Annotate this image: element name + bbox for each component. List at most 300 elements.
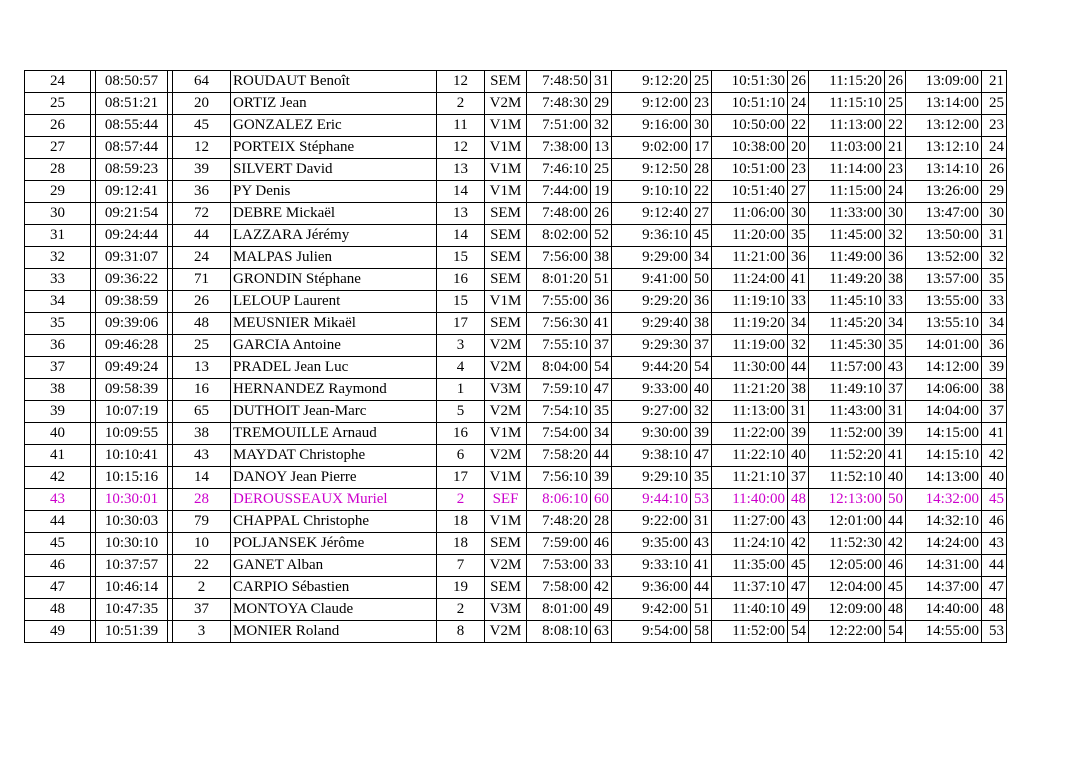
split-1-rank-cell: 46 (591, 533, 612, 555)
split-1-time-cell: 8:01:00 (527, 599, 591, 621)
name-cell: DEBRE Mickaël (231, 203, 437, 225)
split-2-rank-cell: 43 (691, 533, 712, 555)
rank-cell: 27 (25, 137, 91, 159)
bib-cell: 64 (173, 71, 231, 93)
split-2-time-cell: 9:10:10 (612, 181, 691, 203)
split-2-time-cell: 9:27:00 (612, 401, 691, 423)
split-1-rank-cell: 33 (591, 555, 612, 577)
split-3-rank-cell: 39 (788, 423, 809, 445)
split-4-rank-cell: 33 (885, 291, 906, 313)
category-rank-cell: 13 (437, 203, 485, 225)
split-1-rank-cell: 44 (591, 445, 612, 467)
name-cell: POLJANSEK Jérôme (231, 533, 437, 555)
table-row (25, 159, 1007, 181)
category-cell: SEM (485, 313, 527, 335)
split-4-time-cell: 11:49:00 (809, 247, 885, 269)
table-row (25, 423, 1007, 445)
category-cell: V3M (485, 599, 527, 621)
split-2-time-cell: 9:12:40 (612, 203, 691, 225)
split-2-rank-cell: 38 (691, 313, 712, 335)
split-1-rank-cell: 38 (591, 247, 612, 269)
split-4-time-cell: 12:13:00 (809, 489, 885, 511)
category-cell: V2M (485, 445, 527, 467)
split-2-rank-cell: 30 (691, 115, 712, 137)
name-cell: SILVERT David (231, 159, 437, 181)
split-4-rank-cell: 54 (885, 621, 906, 643)
split-4-time-cell: 11:45:20 (809, 313, 885, 335)
category-cell: SEM (485, 533, 527, 555)
table-row (25, 467, 1007, 489)
finish-time-cell: 10:07:19 (96, 401, 168, 423)
category-rank-cell: 1 (437, 379, 485, 401)
split-5-rank-cell: 29 (982, 181, 1007, 203)
split-2-rank-cell: 27 (691, 203, 712, 225)
split-2-time-cell: 9:12:00 (612, 93, 691, 115)
split-4-rank-cell: 23 (885, 159, 906, 181)
table-row (25, 115, 1007, 137)
rank-cell: 47 (25, 577, 91, 599)
finish-time-cell: 09:58:39 (96, 379, 168, 401)
split-2-rank-cell: 25 (691, 71, 712, 93)
category-cell: SEM (485, 247, 527, 269)
category-rank-cell: 12 (437, 137, 485, 159)
bib-cell: 39 (173, 159, 231, 181)
split-3-time-cell: 11:21:10 (712, 467, 788, 489)
split-2-time-cell: 9:12:20 (612, 71, 691, 93)
split-4-time-cell: 11:52:30 (809, 533, 885, 555)
split-2-time-cell: 9:22:00 (612, 511, 691, 533)
split-5-time-cell: 14:15:00 (906, 423, 982, 445)
split-3-time-cell: 11:21:00 (712, 247, 788, 269)
split-1-time-cell: 7:44:00 (527, 181, 591, 203)
split-5-rank-cell: 31 (982, 225, 1007, 247)
finish-time-cell: 10:30:03 (96, 511, 168, 533)
bib-cell: 14 (173, 467, 231, 489)
split-1-time-cell: 7:56:30 (527, 313, 591, 335)
split-4-time-cell: 11:45:10 (809, 291, 885, 313)
split-5-time-cell: 14:01:00 (906, 335, 982, 357)
split-2-rank-cell: 22 (691, 181, 712, 203)
split-2-time-cell: 9:12:50 (612, 159, 691, 181)
category-rank-cell: 4 (437, 357, 485, 379)
finish-time-cell: 09:38:59 (96, 291, 168, 313)
split-1-time-cell: 7:48:30 (527, 93, 591, 115)
split-1-rank-cell: 47 (591, 379, 612, 401)
finish-time-cell: 08:50:57 (96, 71, 168, 93)
name-cell: PY Denis (231, 181, 437, 203)
split-3-time-cell: 10:51:10 (712, 93, 788, 115)
split-2-time-cell: 9:29:40 (612, 313, 691, 335)
split-5-rank-cell: 48 (982, 599, 1007, 621)
table-row (25, 335, 1007, 357)
split-2-time-cell: 9:41:00 (612, 269, 691, 291)
category-rank-cell: 16 (437, 269, 485, 291)
name-cell: GANET Alban (231, 555, 437, 577)
category-rank-cell: 15 (437, 247, 485, 269)
category-rank-cell: 2 (437, 93, 485, 115)
split-1-rank-cell: 41 (591, 313, 612, 335)
split-2-time-cell: 9:42:00 (612, 599, 691, 621)
split-4-rank-cell: 37 (885, 379, 906, 401)
rank-cell: 30 (25, 203, 91, 225)
split-1-rank-cell: 25 (591, 159, 612, 181)
table-row (25, 555, 1007, 577)
rank-cell: 26 (25, 115, 91, 137)
split-4-rank-cell: 39 (885, 423, 906, 445)
split-5-rank-cell: 36 (982, 335, 1007, 357)
table-row (25, 357, 1007, 379)
split-1-time-cell: 8:08:10 (527, 621, 591, 643)
split-2-time-cell: 9:44:10 (612, 489, 691, 511)
split-3-time-cell: 10:50:00 (712, 115, 788, 137)
split-3-time-cell: 11:35:00 (712, 555, 788, 577)
split-5-time-cell: 14:13:00 (906, 467, 982, 489)
split-3-rank-cell: 31 (788, 401, 809, 423)
split-2-time-cell: 9:29:10 (612, 467, 691, 489)
name-cell: DEROUSSEAUX Muriel (231, 489, 437, 511)
split-2-time-cell: 9:36:00 (612, 577, 691, 599)
split-2-time-cell: 9:54:00 (612, 621, 691, 643)
name-cell: GONZALEZ Eric (231, 115, 437, 137)
split-1-time-cell: 7:56:10 (527, 467, 591, 489)
split-5-time-cell: 14:37:00 (906, 577, 982, 599)
split-1-time-cell: 7:55:10 (527, 335, 591, 357)
name-cell: CHAPPAL Christophe (231, 511, 437, 533)
split-5-time-cell: 14:32:10 (906, 511, 982, 533)
rank-cell: 28 (25, 159, 91, 181)
name-cell: MEUSNIER Mikaël (231, 313, 437, 335)
category-rank-cell: 18 (437, 511, 485, 533)
category-cell: V1M (485, 137, 527, 159)
split-5-time-cell: 13:52:00 (906, 247, 982, 269)
split-5-time-cell: 14:24:00 (906, 533, 982, 555)
split-3-time-cell: 11:40:10 (712, 599, 788, 621)
category-cell: V3M (485, 379, 527, 401)
category-rank-cell: 5 (437, 401, 485, 423)
finish-time-cell: 09:12:41 (96, 181, 168, 203)
split-4-rank-cell: 38 (885, 269, 906, 291)
name-cell: MALPAS Julien (231, 247, 437, 269)
split-5-time-cell: 14:12:00 (906, 357, 982, 379)
split-4-rank-cell: 34 (885, 313, 906, 335)
bib-cell: 28 (173, 489, 231, 511)
rank-cell: 40 (25, 423, 91, 445)
name-cell: PORTEIX Stéphane (231, 137, 437, 159)
split-4-rank-cell: 48 (885, 599, 906, 621)
name-cell: LAZZARA Jérémy (231, 225, 437, 247)
split-2-rank-cell: 32 (691, 401, 712, 423)
split-5-rank-cell: 45 (982, 489, 1007, 511)
split-1-rank-cell: 35 (591, 401, 612, 423)
split-1-time-cell: 7:56:00 (527, 247, 591, 269)
split-5-time-cell: 14:06:00 (906, 379, 982, 401)
split-1-time-cell: 7:54:00 (527, 423, 591, 445)
split-2-rank-cell: 34 (691, 247, 712, 269)
rank-cell: 29 (25, 181, 91, 203)
split-1-time-cell: 7:51:00 (527, 115, 591, 137)
split-5-rank-cell: 41 (982, 423, 1007, 445)
split-2-time-cell: 9:16:00 (612, 115, 691, 137)
split-4-time-cell: 11:52:00 (809, 423, 885, 445)
name-cell: ORTIZ Jean (231, 93, 437, 115)
split-1-rank-cell: 37 (591, 335, 612, 357)
split-3-rank-cell: 45 (788, 555, 809, 577)
rank-cell: 36 (25, 335, 91, 357)
bib-cell: 48 (173, 313, 231, 335)
split-2-time-cell: 9:30:00 (612, 423, 691, 445)
finish-time-cell: 10:46:14 (96, 577, 168, 599)
split-4-rank-cell: 50 (885, 489, 906, 511)
split-1-time-cell: 7:58:00 (527, 577, 591, 599)
split-2-rank-cell: 47 (691, 445, 712, 467)
category-cell: V1M (485, 159, 527, 181)
split-2-time-cell: 9:29:20 (612, 291, 691, 313)
finish-time-cell: 09:46:28 (96, 335, 168, 357)
split-4-rank-cell: 46 (885, 555, 906, 577)
category-cell: V1M (485, 423, 527, 445)
bib-cell: 72 (173, 203, 231, 225)
bib-cell: 3 (173, 621, 231, 643)
split-4-rank-cell: 44 (885, 511, 906, 533)
category-rank-cell: 2 (437, 489, 485, 511)
rank-cell: 49 (25, 621, 91, 643)
table-row (25, 313, 1007, 335)
split-1-time-cell: 7:46:10 (527, 159, 591, 181)
rank-cell: 44 (25, 511, 91, 533)
name-cell: GRONDIN Stéphane (231, 269, 437, 291)
split-3-rank-cell: 20 (788, 137, 809, 159)
split-5-time-cell: 14:15:10 (906, 445, 982, 467)
split-2-rank-cell: 36 (691, 291, 712, 313)
split-5-rank-cell: 34 (982, 313, 1007, 335)
split-5-rank-cell: 42 (982, 445, 1007, 467)
split-4-rank-cell: 30 (885, 203, 906, 225)
split-3-rank-cell: 26 (788, 71, 809, 93)
split-3-rank-cell: 42 (788, 533, 809, 555)
results-body (25, 71, 1007, 643)
split-4-rank-cell: 24 (885, 181, 906, 203)
split-5-time-cell: 13:50:00 (906, 225, 982, 247)
finish-time-cell: 10:09:55 (96, 423, 168, 445)
split-2-rank-cell: 51 (691, 599, 712, 621)
table-row (25, 401, 1007, 423)
split-1-rank-cell: 29 (591, 93, 612, 115)
split-4-time-cell: 11:57:00 (809, 357, 885, 379)
finish-time-cell: 10:30:01 (96, 489, 168, 511)
split-4-time-cell: 11:13:00 (809, 115, 885, 137)
split-2-rank-cell: 39 (691, 423, 712, 445)
split-5-rank-cell: 47 (982, 577, 1007, 599)
split-1-rank-cell: 19 (591, 181, 612, 203)
split-3-time-cell: 11:24:00 (712, 269, 788, 291)
name-cell: CARPIO Sébastien (231, 577, 437, 599)
rank-cell: 33 (25, 269, 91, 291)
bib-cell: 37 (173, 599, 231, 621)
split-4-time-cell: 11:45:30 (809, 335, 885, 357)
category-cell: V2M (485, 93, 527, 115)
split-5-rank-cell: 35 (982, 269, 1007, 291)
split-2-time-cell: 9:02:00 (612, 137, 691, 159)
split-2-rank-cell: 50 (691, 269, 712, 291)
split-4-rank-cell: 25 (885, 93, 906, 115)
split-5-time-cell: 13:12:00 (906, 115, 982, 137)
split-4-time-cell: 11:45:00 (809, 225, 885, 247)
split-5-rank-cell: 26 (982, 159, 1007, 181)
split-3-time-cell: 11:20:00 (712, 225, 788, 247)
split-3-time-cell: 10:51:00 (712, 159, 788, 181)
category-cell: SEM (485, 203, 527, 225)
split-3-rank-cell: 30 (788, 203, 809, 225)
split-1-time-cell: 7:48:00 (527, 203, 591, 225)
category-cell: V1M (485, 181, 527, 203)
table-row (25, 203, 1007, 225)
category-rank-cell: 19 (437, 577, 485, 599)
split-5-time-cell: 13:47:00 (906, 203, 982, 225)
split-3-rank-cell: 35 (788, 225, 809, 247)
split-1-rank-cell: 31 (591, 71, 612, 93)
split-4-rank-cell: 32 (885, 225, 906, 247)
split-3-time-cell: 10:51:30 (712, 71, 788, 93)
split-3-time-cell: 11:30:00 (712, 357, 788, 379)
table-row (25, 247, 1007, 269)
split-4-rank-cell: 42 (885, 533, 906, 555)
split-3-rank-cell: 54 (788, 621, 809, 643)
split-1-rank-cell: 60 (591, 489, 612, 511)
split-5-rank-cell: 46 (982, 511, 1007, 533)
finish-time-cell: 08:51:21 (96, 93, 168, 115)
category-rank-cell: 18 (437, 533, 485, 555)
split-1-time-cell: 7:55:00 (527, 291, 591, 313)
finish-time-cell: 08:59:23 (96, 159, 168, 181)
split-1-rank-cell: 42 (591, 577, 612, 599)
split-4-time-cell: 12:04:00 (809, 577, 885, 599)
split-2-rank-cell: 23 (691, 93, 712, 115)
split-5-time-cell: 13:14:00 (906, 93, 982, 115)
category-rank-cell: 7 (437, 555, 485, 577)
finish-time-cell: 09:21:54 (96, 203, 168, 225)
rank-cell: 39 (25, 401, 91, 423)
split-4-rank-cell: 22 (885, 115, 906, 137)
name-cell: PRADEL Jean Luc (231, 357, 437, 379)
results-table (24, 70, 1007, 643)
finish-time-cell: 09:39:06 (96, 313, 168, 335)
table-row (25, 445, 1007, 467)
split-5-time-cell: 14:04:00 (906, 401, 982, 423)
split-5-time-cell: 14:55:00 (906, 621, 982, 643)
split-1-rank-cell: 39 (591, 467, 612, 489)
split-1-rank-cell: 28 (591, 511, 612, 533)
split-1-rank-cell: 63 (591, 621, 612, 643)
rank-cell: 25 (25, 93, 91, 115)
bib-cell: 44 (173, 225, 231, 247)
category-cell: V1M (485, 115, 527, 137)
split-3-time-cell: 11:22:10 (712, 445, 788, 467)
split-2-rank-cell: 17 (691, 137, 712, 159)
category-rank-cell: 12 (437, 71, 485, 93)
split-4-rank-cell: 45 (885, 577, 906, 599)
split-5-time-cell: 13:57:00 (906, 269, 982, 291)
rank-cell: 32 (25, 247, 91, 269)
split-4-time-cell: 11:15:10 (809, 93, 885, 115)
table-row (25, 511, 1007, 533)
category-cell: V2M (485, 621, 527, 643)
rank-cell: 45 (25, 533, 91, 555)
split-4-time-cell: 11:14:00 (809, 159, 885, 181)
split-2-time-cell: 9:29:30 (612, 335, 691, 357)
split-3-time-cell: 11:06:00 (712, 203, 788, 225)
split-1-time-cell: 7:54:10 (527, 401, 591, 423)
split-4-time-cell: 11:49:10 (809, 379, 885, 401)
table-row (25, 621, 1007, 643)
split-3-rank-cell: 44 (788, 357, 809, 379)
category-cell: SEM (485, 577, 527, 599)
table-row (25, 71, 1007, 93)
split-1-rank-cell: 26 (591, 203, 612, 225)
finish-time-cell: 10:15:16 (96, 467, 168, 489)
split-1-time-cell: 8:02:00 (527, 225, 591, 247)
category-rank-cell: 17 (437, 313, 485, 335)
name-cell: GARCIA Antoine (231, 335, 437, 357)
split-3-rank-cell: 22 (788, 115, 809, 137)
table-row (25, 533, 1007, 555)
split-4-time-cell: 12:05:00 (809, 555, 885, 577)
split-5-rank-cell: 37 (982, 401, 1007, 423)
split-1-time-cell: 7:48:20 (527, 511, 591, 533)
split-3-rank-cell: 40 (788, 445, 809, 467)
split-4-rank-cell: 31 (885, 401, 906, 423)
name-cell: ROUDAUT Benoît (231, 71, 437, 93)
split-5-time-cell: 14:32:00 (906, 489, 982, 511)
split-4-time-cell: 11:33:00 (809, 203, 885, 225)
split-2-rank-cell: 53 (691, 489, 712, 511)
category-rank-cell: 13 (437, 159, 485, 181)
split-3-rank-cell: 27 (788, 181, 809, 203)
bib-cell: 12 (173, 137, 231, 159)
bib-cell: 45 (173, 115, 231, 137)
bib-cell: 43 (173, 445, 231, 467)
split-2-rank-cell: 45 (691, 225, 712, 247)
category-rank-cell: 6 (437, 445, 485, 467)
table-row (25, 379, 1007, 401)
split-4-rank-cell: 40 (885, 467, 906, 489)
split-4-time-cell: 12:09:00 (809, 599, 885, 621)
finish-time-cell: 09:36:22 (96, 269, 168, 291)
split-3-rank-cell: 41 (788, 269, 809, 291)
finish-time-cell: 10:30:10 (96, 533, 168, 555)
split-1-time-cell: 8:04:00 (527, 357, 591, 379)
split-3-time-cell: 11:19:10 (712, 291, 788, 313)
finish-time-cell: 09:49:24 (96, 357, 168, 379)
split-3-time-cell: 11:21:20 (712, 379, 788, 401)
bib-cell: 2 (173, 577, 231, 599)
rank-cell: 48 (25, 599, 91, 621)
split-2-rank-cell: 44 (691, 577, 712, 599)
name-cell: LELOUP Laurent (231, 291, 437, 313)
split-5-rank-cell: 44 (982, 555, 1007, 577)
bib-cell: 13 (173, 357, 231, 379)
finish-time-cell: 08:55:44 (96, 115, 168, 137)
split-1-time-cell: 8:06:10 (527, 489, 591, 511)
split-4-time-cell: 11:52:20 (809, 445, 885, 467)
split-1-time-cell: 7:59:00 (527, 533, 591, 555)
split-5-time-cell: 13:14:10 (906, 159, 982, 181)
split-5-time-cell: 14:31:00 (906, 555, 982, 577)
split-2-time-cell: 9:33:00 (612, 379, 691, 401)
split-2-rank-cell: 31 (691, 511, 712, 533)
split-2-time-cell: 9:29:00 (612, 247, 691, 269)
split-4-time-cell: 11:52:10 (809, 467, 885, 489)
bib-cell: 38 (173, 423, 231, 445)
